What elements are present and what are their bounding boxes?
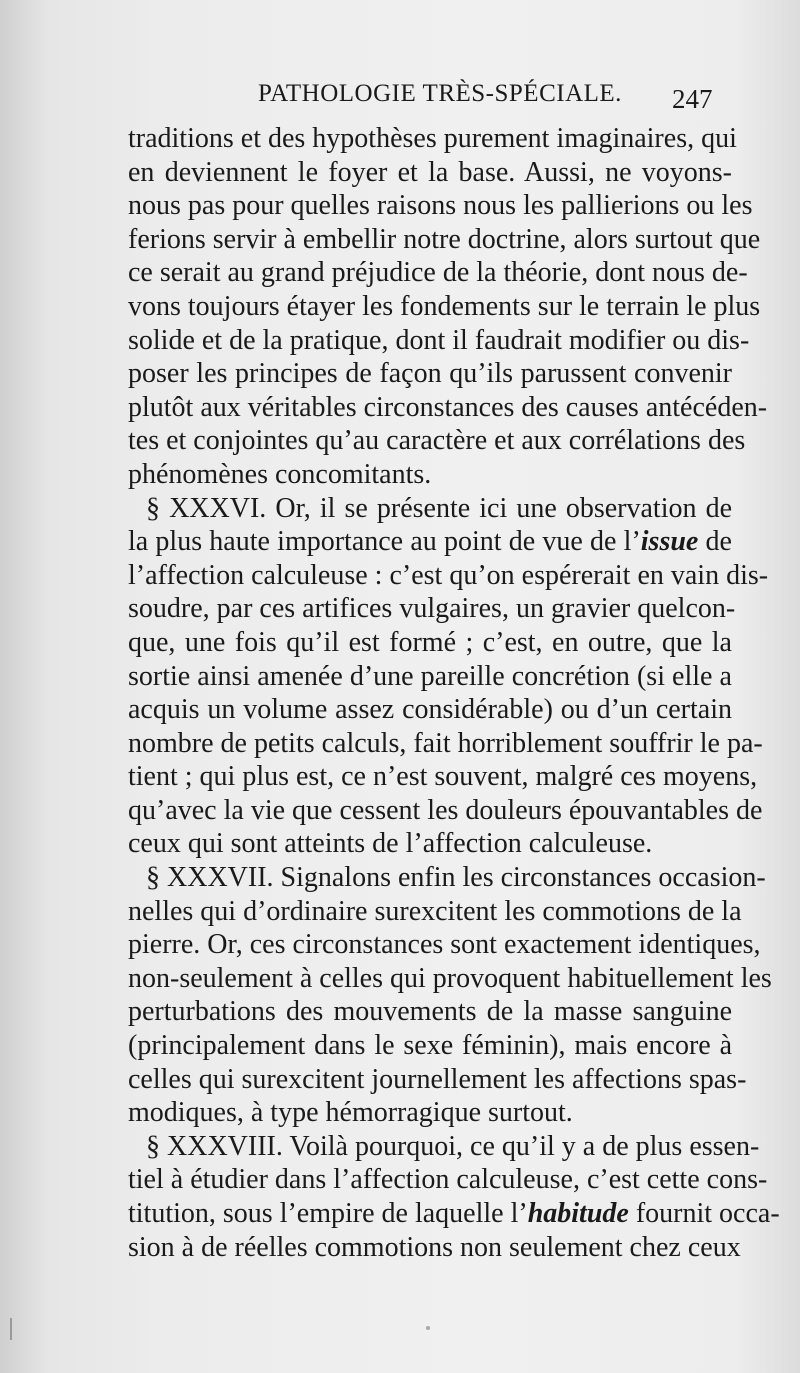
section-heading-line: § XXXVI. Or, il se présente ici une observation de (146, 492, 732, 524)
text-segment: la plus haute importance au point de vue de l’ (128, 526, 641, 558)
text-line: nous pas pour quelles raisons nous les pallierions ou les (128, 190, 753, 222)
margin-pencil-mark (10, 1318, 12, 1340)
text-line: celles qui surexcitent journellement les affections spas- (128, 1063, 747, 1095)
text-segment: titution, sous l’empire de laquelle l’ (128, 1198, 528, 1229)
text-line: ferions servir à embellir notre doctrine, alors surtout que (128, 223, 761, 255)
text-segment: de (698, 526, 732, 558)
text-line: non-seulement à celles qui provoquent habituellement les (128, 962, 772, 994)
text-line: ce serait au grand préjudice de la théorie, dont nous de- (128, 257, 748, 289)
running-title: PATHOLOGIE TRÈS-SPÉCIALE. (258, 80, 622, 107)
text-segment: fournit occa- (628, 1198, 780, 1229)
text-line: que, une fois qu’il est formé ; c’est, en outre, que la (128, 626, 732, 658)
text-line: solide et de la pratique, dont il faudrait modifier ou dis- (128, 324, 750, 356)
text-line-with-italic (128, 525, 732, 559)
section-heading-line: § XXXVIII. Voilà pourquoi, ce qu’il y a de plus essen- (146, 1130, 760, 1162)
text-line: qu’avec la vie que cessent les douleurs épouvantables de (128, 794, 763, 826)
text-line: tes et conjointes qu’au caractère et aux corrélations des (128, 425, 746, 457)
text-line: tiel à étudier dans l’affection calculeuse, c’est cette cons- (128, 1164, 768, 1196)
text-line: nelles qui d’ordinaire surexcitent les commotions de la (128, 895, 742, 927)
section-heading-line: § XXXVII. Signalons enfin les circonstances occasion- (146, 862, 766, 894)
page-number: 247 (672, 84, 713, 114)
body-text (128, 122, 780, 1264)
text-line: sion à de réelles commotions non seulement chez ceux (128, 1231, 741, 1263)
text-line-with-italic (128, 1197, 780, 1231)
paragraph-end-line: ceux qui sont atteints de l’affection calculeuse. (128, 828, 653, 860)
italic-term: habitude (527, 1198, 629, 1229)
text-line: pierre. Or, ces circonstances sont exactement identiques, (128, 929, 761, 961)
text-line: poser les principes de façon qu’ils parussent convenir (128, 358, 732, 390)
text-line: perturbations des mouvements de la masse sanguine (128, 996, 732, 1028)
text-line: l’affection calculeuse : c’est qu’on espérerait en vain dis- (128, 559, 769, 591)
text-line: sortie ainsi amenée d’une pareille concrétion (si elle a (128, 660, 732, 692)
page-header (0, 78, 800, 118)
italic-term: issue (640, 526, 699, 558)
paragraph-end-line: phénomènes concomitants. (128, 458, 432, 490)
text-line: tient ; qui plus est, ce n’est souvent, malgré ces moyens, (128, 761, 758, 793)
text-line: (principalement dans le sexe féminin), mais encore à (128, 1030, 732, 1062)
text-line: plutôt aux véritables circonstances des causes antécéden- (128, 391, 768, 423)
text-line: nombre de petits calculs, fait horriblement souffrir le pa- (128, 727, 763, 759)
paragraph-end-line: modiques, à type hémorragique surtout. (128, 1097, 573, 1129)
text-line: vons toujours étayer les fondements sur le terrain le plus (128, 290, 761, 322)
text-line: traditions et des hypothèses purement imaginaires, qui (128, 123, 737, 154)
text-line: en deviennent le foyer et la base. Aussi, ne voyons- (128, 156, 732, 188)
text-line: acquis un volume assez considérable) ou d’un certain (128, 694, 732, 726)
paper-speck (426, 1326, 430, 1330)
text-line: soudre, par ces artifices vulgaires, un gravier quelcon- (128, 593, 736, 625)
